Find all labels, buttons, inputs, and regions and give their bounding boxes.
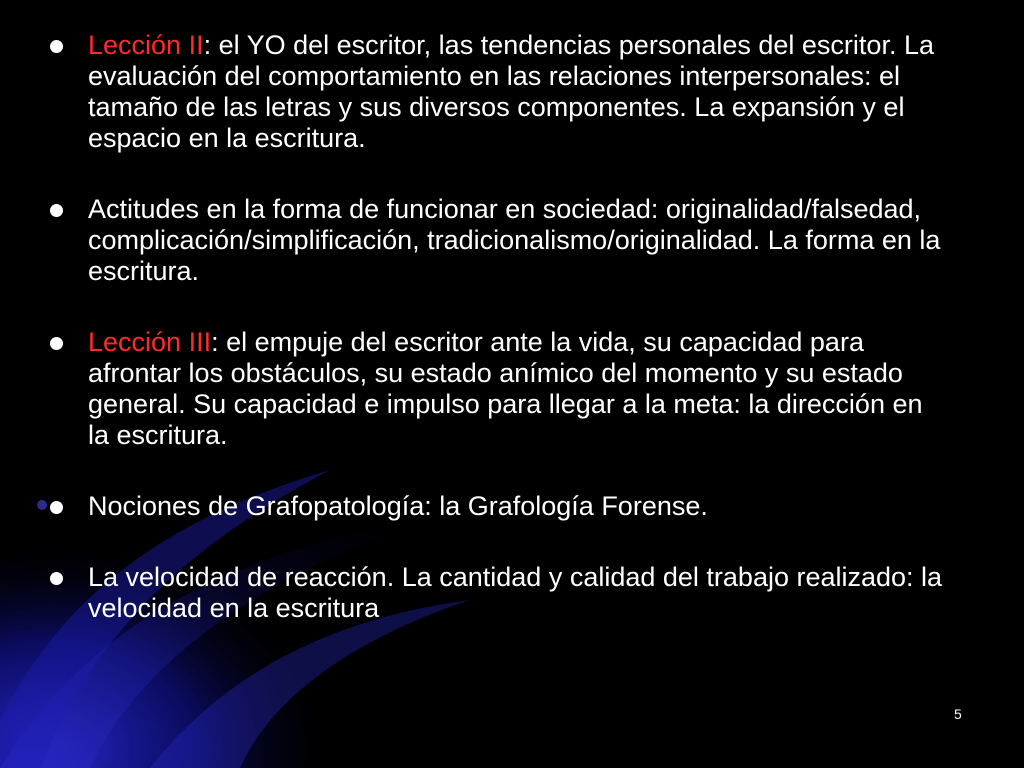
bullet-dot-icon (50, 501, 63, 514)
bullet-text: Nociones de Grafopatología: la Grafología Forense. (88, 491, 708, 521)
bullet-item-4 (48, 491, 948, 522)
bullet-dot-icon (50, 337, 63, 350)
bullet-item-1 (48, 30, 948, 154)
bullet-dot-icon (50, 204, 63, 217)
bullet-list (48, 30, 948, 664)
bullet-item-5 (48, 562, 948, 624)
blue-dot (37, 500, 47, 510)
bullet-item-3 (48, 327, 948, 451)
bullet-text: La velocidad de reacción. La cantidad y calidad del trabajo realizado: la velocidad en la escritura (88, 562, 943, 623)
bullet-dot-icon (50, 40, 63, 53)
bullet-text: : el empuje del escritor ante la vida, su capacidad para afrontar los obstáculos, su estado anímico del momento y su estado general. Su capacidad e impulso para llegar a la meta: la dirección en la escritura. (88, 327, 923, 450)
slide-number: 5 (954, 706, 962, 722)
bullet-item-2 (48, 194, 948, 287)
bullet-text: Actitudes en la forma de funcionar en sociedad: originalidad/falsedad, complicación/simplificación, tradicionalismo/originalidad. La forma en la escritura. (88, 194, 941, 286)
bullet-highlight: Lección III (88, 327, 212, 357)
bullet-text: : el YO del escritor, las tendencias personales del escritor. La evaluación del comportamiento en las relaciones interpersonales: el tamaño de las letras y sus diversos componentes. La expansión y el espacio en la escritura. (88, 30, 934, 153)
bullet-dot-icon (50, 572, 63, 585)
bullet-highlight: Lección II (88, 30, 204, 60)
